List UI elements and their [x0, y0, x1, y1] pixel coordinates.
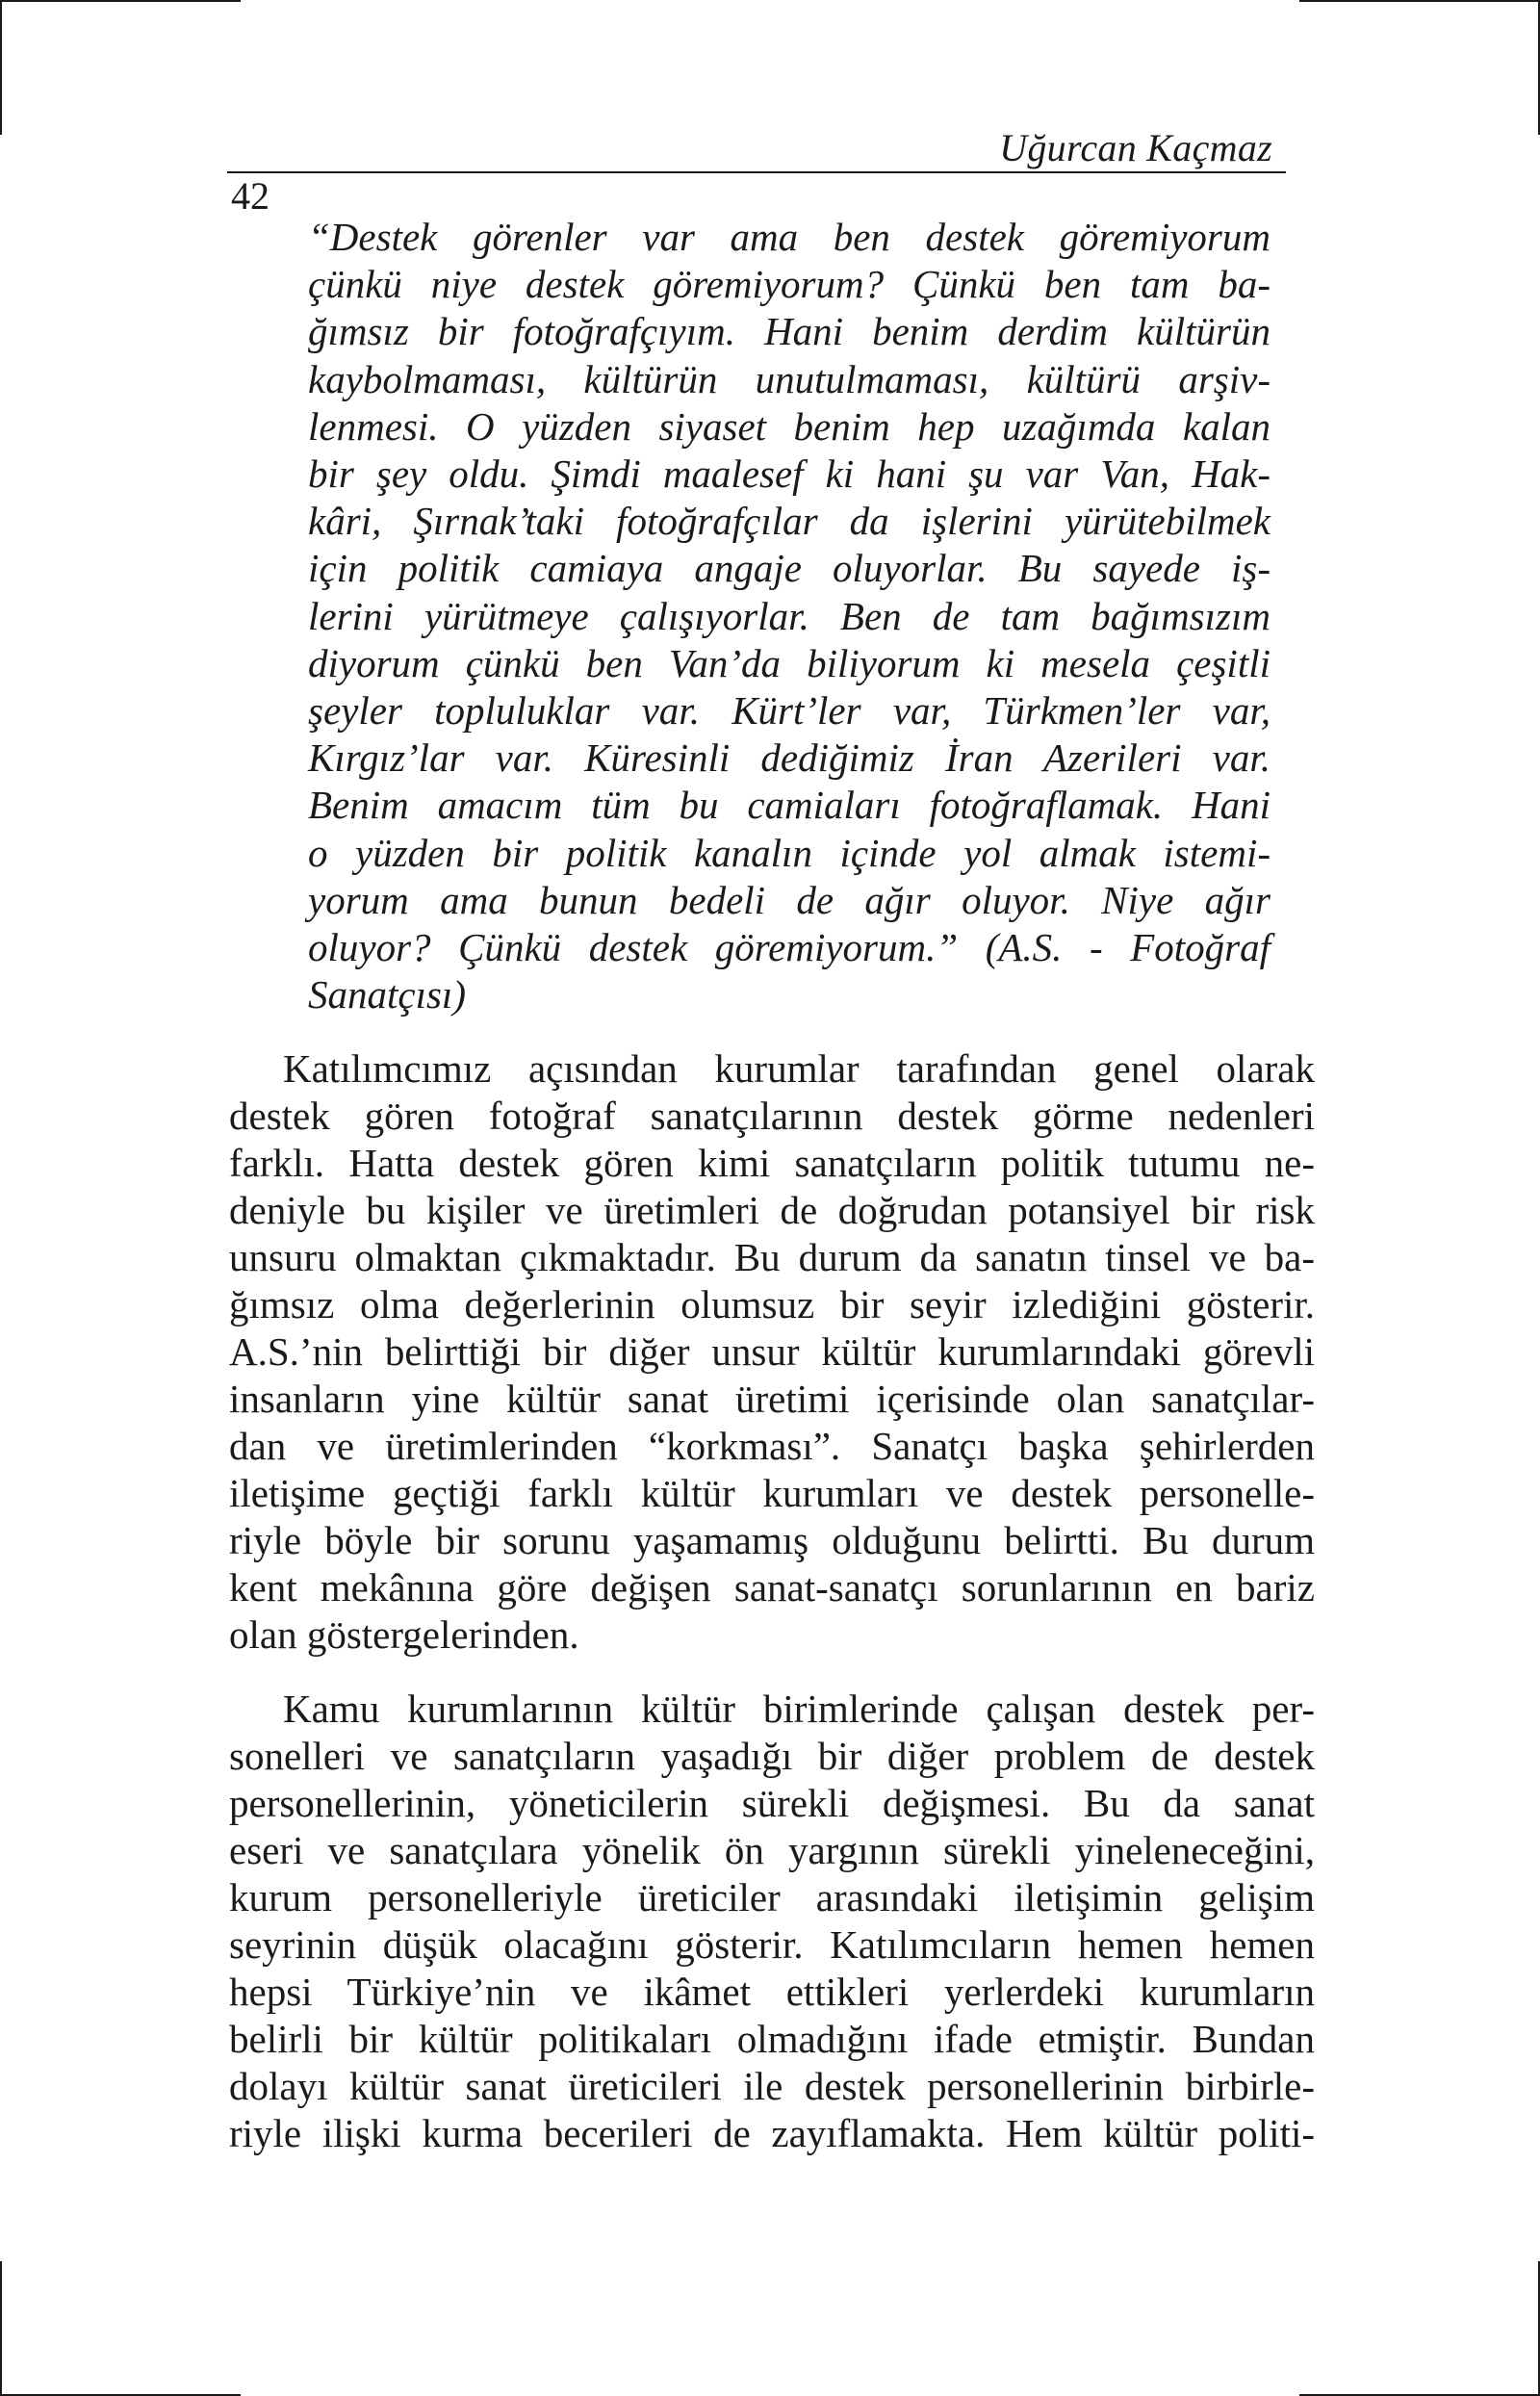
paragraph-line: destek gören fotoğraf sanatçılarının destek görme nedenleri [229, 1094, 1315, 1138]
paragraph-line: kurum personelleriyle üreticiler arasındaki iletişimin gelişim [229, 1875, 1315, 1919]
paragraph-line: insanların yine kültür sanat üretimi içerisinde olan sanatçılar- [229, 1377, 1315, 1421]
paragraph-line: seyrinin düşük olacağını gösterir. Katılımcıların hemen hemen [229, 1922, 1315, 1967]
crop-mark [0, 2261, 2, 2396]
quote-line: o yüzden bir politik kanalın içinde yol almak istemi- [308, 830, 1270, 875]
paragraph-line: eseri ve sanatçılara yönelik ön yargının sürekli yineleneceğini, [229, 1828, 1315, 1872]
quote-line: ğımsız bir fotoğrafçıyım. Hani benim derdim kültürün [308, 309, 1270, 354]
quote-line: Sanatçısı) [308, 972, 466, 1018]
paragraph-line: kent mekânına göre değişen sanat-sanatçı sorunlarının en bariz [229, 1565, 1315, 1610]
quote-line: bir şey oldu. Şimdi maalesef ki hani şu var Van, Hak- [308, 451, 1270, 497]
paragraph-line: unsuru olmaktan çıkmaktadır. Bu durum da sanatın tinsel ve ba- [229, 1235, 1315, 1279]
quote-line: kaybolmaması, kültürün unutulmaması, kültürü arşiv- [308, 356, 1270, 401]
paragraph-line: dan ve üretimlerinden “korkması”. Sanatçı başka şehirlerden [229, 1424, 1315, 1468]
paragraph-line: dolayı kültür sanat üreticileri ile destek personellerinin birbirle- [229, 2064, 1315, 2108]
paragraph-line: hepsi Türkiye’nin ve ikâmet ettikleri yerlerdeki kurumların [229, 1970, 1315, 2014]
paragraph-line: olan göstergelerinden. [229, 1612, 579, 1657]
quote-line: lenmesi. O yüzden siyaset benim hep uzağımda kalan [308, 403, 1270, 449]
paragraph-line: farklı. Hatta destek gören kimi sanatçıların politik tutumu ne- [229, 1141, 1315, 1185]
page-number [231, 174, 270, 218]
body-paragraph [229, 1045, 1315, 1659]
crop-mark [0, 0, 2, 135]
running-header [227, 123, 1286, 173]
quote-line: “Destek görenler var ama ben destek göremiyorum [308, 215, 1270, 259]
crop-mark [0, 0, 241, 2]
paragraph-line: personellerinin, yöneticilerin sürekli değişmesi. Bu da sanat [229, 1781, 1315, 1825]
paragraph-line: iletişime geçtiği farklı kültür kurumları ve destek personelle- [229, 1471, 1315, 1515]
quote-line: Benim amacım tüm bu camiaları fotoğraflamak. Hani [308, 783, 1270, 828]
quote-line: diyorum çünkü ben Van’da biliyorum ki mesela çeşitli [308, 640, 1270, 685]
crop-mark [1299, 0, 1540, 2]
quote-line: yorum ama bunun bedeli de ağır oluyor. Niye ağır [308, 877, 1270, 922]
quote-line: lerini yürütmeye çalışıyorlar. Ben de tam bağımsızım [308, 593, 1270, 638]
paragraph-line: riyle böyle bir sorunu yaşamamış olduğunu belirtti. Bu durum [229, 1518, 1315, 1562]
block-quote [308, 214, 1270, 1018]
paragraph-line: deniyle bu kişiler ve üretimleri de doğrudan potansiyel bir risk [229, 1188, 1315, 1232]
paragraph-line: belirli bir kültür politikaları olmadığını ifade etmiştir. Bundan [229, 2017, 1315, 2061]
running-header-author: Uğurcan Kaçmaz [999, 126, 1272, 169]
paragraph-line: ğımsız olma değerlerinin olumsuz bir seyir izlediğini gösterir. [229, 1282, 1315, 1327]
body-paragraph [229, 1686, 1315, 2157]
quote-line: çünkü niye destek göremiyorum? Çünkü ben tam ba- [308, 262, 1270, 307]
paragraph-line: Kamu kurumlarının kültür birimlerinde çalışan destek per- [283, 1687, 1315, 1731]
quote-line: kâri, Şırnak’taki fotoğrafçılar da işlerini yürütebilmek [308, 499, 1270, 544]
page-number-text: 42 [231, 174, 270, 218]
paragraph-line: Katılımcımız açısından kurumlar tarafından genel olarak [283, 1046, 1315, 1091]
quote-line: şeyler topluluklar var. Kürt’ler var, Türkmen’ler var, [308, 688, 1270, 734]
quote-line: Kırgız’lar var. Küresinli dediğimiz İran Azerileri var. [308, 735, 1270, 781]
paragraph-line: A.S.’nin belirttiği bir diğer unsur kültür kurumlarındaki görevli [229, 1329, 1315, 1374]
paragraph-line: riyle ilişki kurma becerileri de zayıflamakta. Hem kültür politi- [229, 2111, 1315, 2155]
quote-line: için politik camiaya angaje oluyorlar. Bu sayede iş- [308, 546, 1270, 591]
paragraph-line: sonelleri ve sanatçıların yaşadığı bir diğer problem de destek [229, 1734, 1315, 1778]
quote-line: oluyor? Çünkü destek göremiyorum.” (A.S. - Fotoğraf [308, 925, 1270, 970]
